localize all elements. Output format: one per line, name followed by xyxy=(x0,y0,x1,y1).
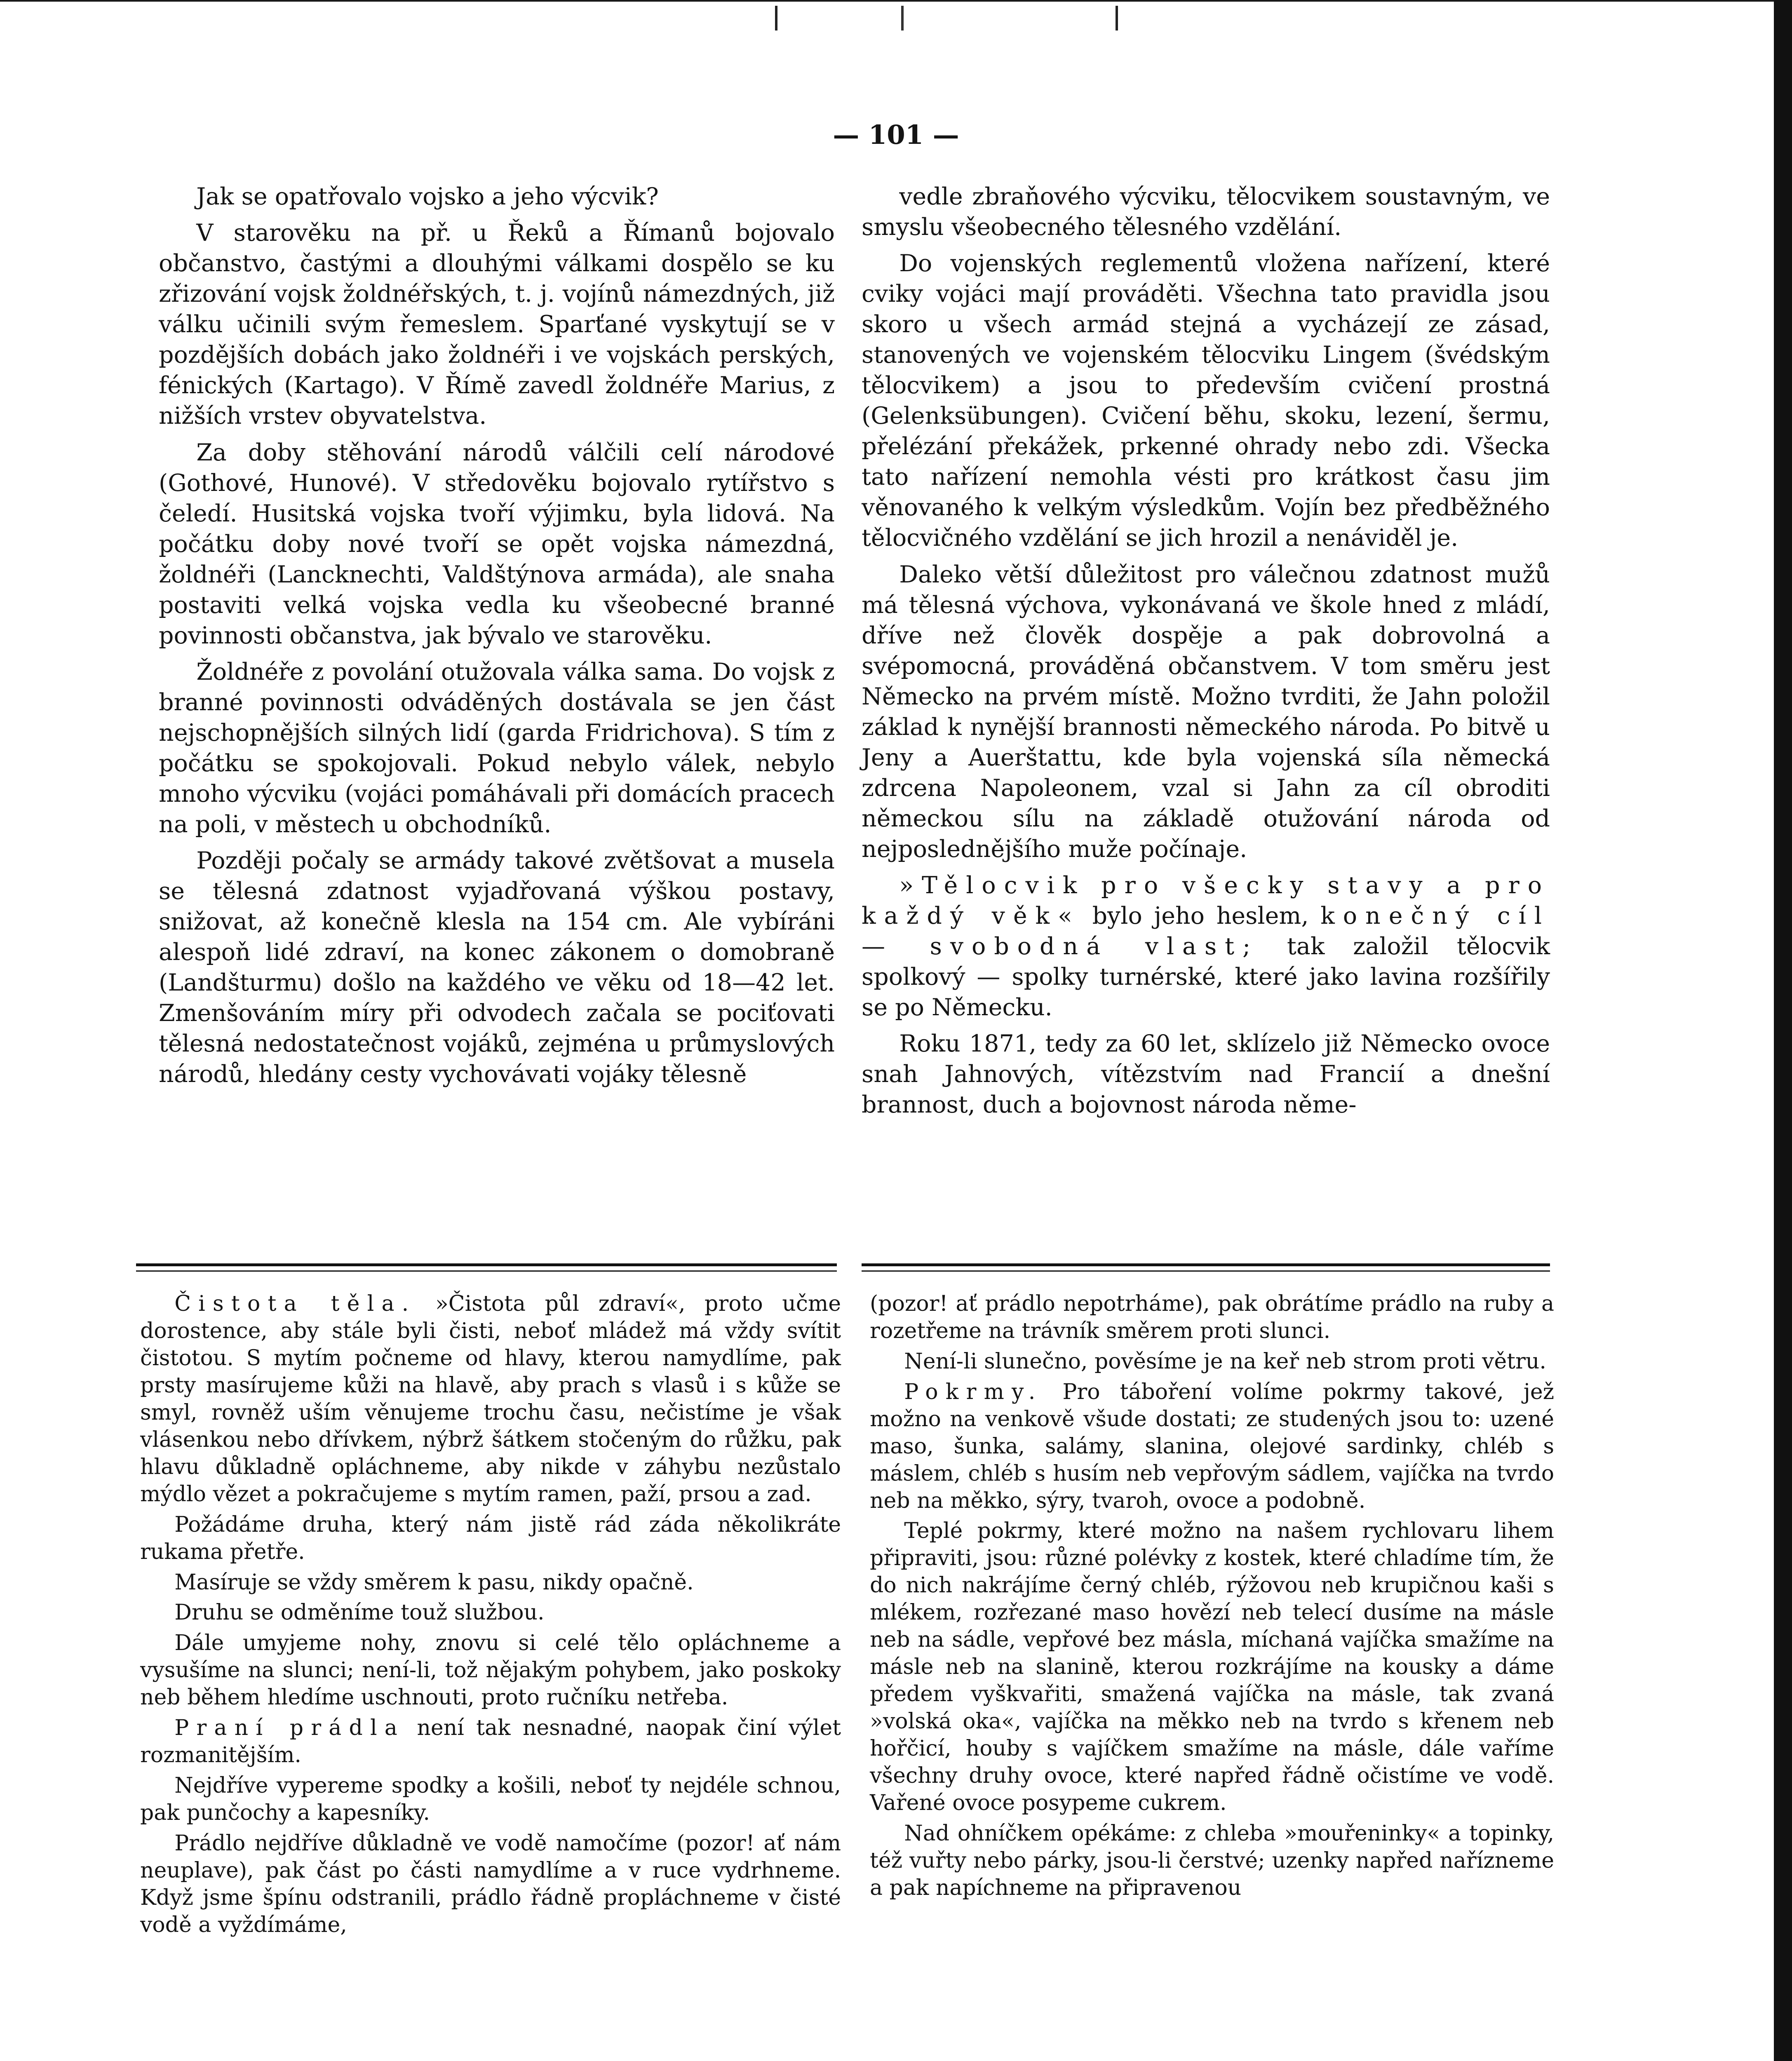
instruction-paragraph: Nejdříve vypereme spodky a košili, neboť ty nejdéle schnou, pak punčochy a kapesníky. xyxy=(140,1773,841,1825)
article-paragraph xyxy=(862,870,1550,1023)
motto-text: »Tělocvik pro všecky stavy a pro každý věk« xyxy=(862,871,1550,930)
article-paragraph: Jak se opatřovalo vojsko a jeho výcvik? xyxy=(196,183,659,210)
instruction-paragraph: Dále umyjeme nohy, znovu si celé tělo opláchneme a vysušíme na slunci; není-li, tož nějakým pohybem, jako poskoky neb během hledíme uschnouti, proto ručníku netřeba. xyxy=(140,1631,841,1710)
instructions-column-right xyxy=(870,1290,1554,1901)
instruction-paragraph: Teplé pokrmy, které možno na našem rychlovaru lihem připraviti, jsou: různé polévky z kostek, které chladíme tím, že do nich nakrájíme černý chléb, rýžovou neb krupičnou kaši s mlékem, rozřezané maso hovězí neb telecí dusíme na másle neb na sádle, vepřové bez másla, míchaná vajíčka smažíme na másle neb na slanině, kterou rozkrájíme na kousky a dáme předem vyškvařiti, smažená vajíčka na másle, tak zvaná »volská oka«, vajíčka na měkko neb na tvrdo s křenem neb hořčicí, houby s vajíčkem smažíme na másle, dále vaříme všechny druhy ovoce, které napřed řádně očistíme ve vodě. Vařené ovoce posypeme cukrem. xyxy=(870,1519,1554,1816)
page-number: — 101 — xyxy=(833,120,959,150)
instruction-paragraph: (pozor! ať prádlo nepotrháme), pak obrátíme prádlo na ruby a rozetřeme na trávník směrem proti slunci. xyxy=(870,1291,1554,1343)
instruction-text: »Čistota půl zdraví«, proto učme dorostence, aby stále byli čisti, neboť mládež má vždy svítit čistotou. S mytím počneme od hlavy, kterou namydlíme, pak prsty masírujeme kůži na hlavě, aby prach s vlasů i s kůže se smyl, rovněž uším věnujeme trochu času, nečistíme je však vlásenkou nebo dřívkem, nýbrž šátkem stočeným do růžku, pak hlavu důkladně opláchneme, aby nikde v záhybu nezůstalo mýdlo vězet a pokračujeme s mytím ramen, paží, prsou a zad. xyxy=(140,1291,841,1507)
article-column-left xyxy=(159,181,835,1089)
instructions-column-left xyxy=(140,1290,841,1939)
section-heading: Čistota těla. xyxy=(174,1291,416,1316)
header-frame xyxy=(775,6,1118,31)
article-paragraph: Do vojenských reglementů vložena nařízení, které cviky vojáci mají prováděti. Všechna tato pravidla jsou skoro u všech armád stejná a vycházejí ze zásad, stanovených ve vojenském tělocviku Lingem (švédským tělocvikem) a jsou to především cvičení prostná (Gelenksübungen). Cvičení běhu, skoku, lezení, šermu, přelézání překážek, prkenné ohrady nebo zdi. Všecka tato nařízení nemohla vésti pro krátkost času jim věnovaného k velkým výsledkům. Vojín bez předběžného tělocvičného vzdělání se jich hrozil a nenáviděl je. xyxy=(862,250,1550,552)
article-paragraph: Později počaly se armády takové zvětšovat a musela se tělesná zdatnost vyjadřovaná výškou postavy, snižovat, až konečně klesla na 154 cm. Ale vybíráni alespoň lidé zdraví, na konec zákonem o domobraně (Landšturmu) došlo na každého ve věku od 18—42 let. Zmenšováním míry při odvodech začala se pociťovati tělesná nedostatečnost vojáků, zejména u průmyslových národů, hledány cesty vychovávati vojáky tělesně xyxy=(159,847,835,1088)
article-paragraph: Daleko větší důležitost pro válečnou zdatnost mužů má tělesná výchova, vykonávaná ve škole hned z mládí, dříve než člověk dospěje a pak dobrovolná a svépomocná, prováděná občanstvem. V tom směru jest Německo na prvém místě. Možno tvrditi, že Jahn položil základ k nynější brannosti německého národa. Po bitvě u Jeny a Auerštattu, kde byla vojenská síla německá zdrcena Napoleonem, vzal si Jahn za cíl obroditi německou sílu na základě otužování národa od nejposlednějšího muže počínaje. xyxy=(862,561,1550,863)
instruction-paragraph: Není-li slunečno, pověsíme je na keř neb strom proti větru. xyxy=(904,1349,1546,1374)
instruction-text: Pro táboření volíme pokrmy takové, jež možno na venkově všude dostati; ze studených jsou to: uzené maso, šunka, salámy, slanina, olejové sardinky, chléb s máslem, chléb s husím neb vepřovým sádlem, vajíčka na tvrdo neb na měkko, sýry, tvaroh, ovoce a podobně. xyxy=(870,1379,1554,1513)
article-text: tak založil tělocvik spolkový — spolky turnérské, které jako lavina rozšířily se po Německu. xyxy=(862,932,1550,1021)
article-paragraph: V starověku na př. u Řeků a Římanů bojovalo občanstvo, častými a dlouhými válkami dospělo se ku zřizování vojsk žoldnéřských, t. j. vojínů námezdných, již válku učinili svým řemeslem. Sparťané vyskytují se v pozdějších dobách jako žoldnéři i ve vojskách perských, fénických (Kartago). V Římě zavedl žoldnéře Marius, z nižších vrstev obyvatelstva. xyxy=(159,219,835,430)
page-top-edge xyxy=(0,0,1792,2)
article-text: bylo jeho heslem, xyxy=(1080,902,1321,930)
instruction-paragraph: Druhu se odměníme touž službou. xyxy=(174,1600,545,1625)
article-paragraph: vedle zbraňového výcviku, tělocvikem soustavným, ve smyslu všeobecného tělesného vzdělání. xyxy=(862,183,1550,241)
instruction-paragraph xyxy=(140,1290,841,1508)
instruction-paragraph xyxy=(870,1378,1554,1514)
instruction-paragraph: Požádáme druha, který nám jistě rád záda několikráte rukama přetře. xyxy=(140,1512,841,1564)
section-heading: Pokrmy. xyxy=(904,1379,1043,1404)
instruction-paragraph: Prádlo nejdříve důkladně ve vodě namočíme (pozor! ať nám neuplave), pak část po části namydlíme a v ruce vydrhneme. Když jsme špínu odstranili, prádlo řádně propláchneme v čisté vodě a vyždímáme, xyxy=(140,1831,841,1937)
section-heading: Praní prádla xyxy=(174,1715,405,1740)
section-divider-left xyxy=(136,1263,837,1272)
article-paragraph: Roku 1871, tedy za 60 let, sklízelo již Německo ovoce snah Jahnových, vítězstvím nad Francií a dnešní brannost, duch a bojovnost národa něme- xyxy=(862,1030,1550,1118)
motto-text: konečný cíl — svobodná vlast; xyxy=(862,902,1550,960)
article-column-right xyxy=(862,181,1550,1120)
instruction-text: není tak nesnadné, naopak činí výlet rozmanitějším. xyxy=(140,1715,841,1768)
instruction-paragraph xyxy=(140,1714,841,1769)
section-divider-right xyxy=(862,1263,1550,1272)
article-paragraph: Za doby stěhování národů válčili celí národové (Gothové, Hunové). V středověku bojovalo rytířstvo s čeledí. Husitská vojska tvoří výjimku, byla lidová. Na počátku doby nové tvoří se opět vojska námezdná, žoldnéři (Lancknechti, Valdštýnova armáda), ale snaha postaviti velká vojska vedla ku všeobecné branné povinnosti občanstva, jak bývalo ve starověku. xyxy=(159,439,835,649)
instruction-paragraph: Masíruje se vždy směrem k pasu, nikdy opačně. xyxy=(174,1570,694,1595)
instruction-paragraph: Nad ohníčkem opékáme: z chleba »mouřeninky« a topinky, též vuřty nebo párky, jsou-li čerstvé; uzenky napřed nařízneme a pak napíchneme na připravenou xyxy=(870,1821,1554,1901)
main-article xyxy=(0,181,1792,1237)
article-paragraph: Žoldnéře z povolání otužovala válka sama. Do vojsk z branné povinnosti odváděných dostávala se jen část nejschopnějších silných lidí (garda Fridrichova). S tím z počátku se spokojovali. Pokud nebylo válek, nebylo mnoho výcviku (vojáci pomáhávali při domácích pracech na poli, v městech u obchodníků. xyxy=(159,658,835,838)
camping-instructions xyxy=(0,1290,1792,2061)
